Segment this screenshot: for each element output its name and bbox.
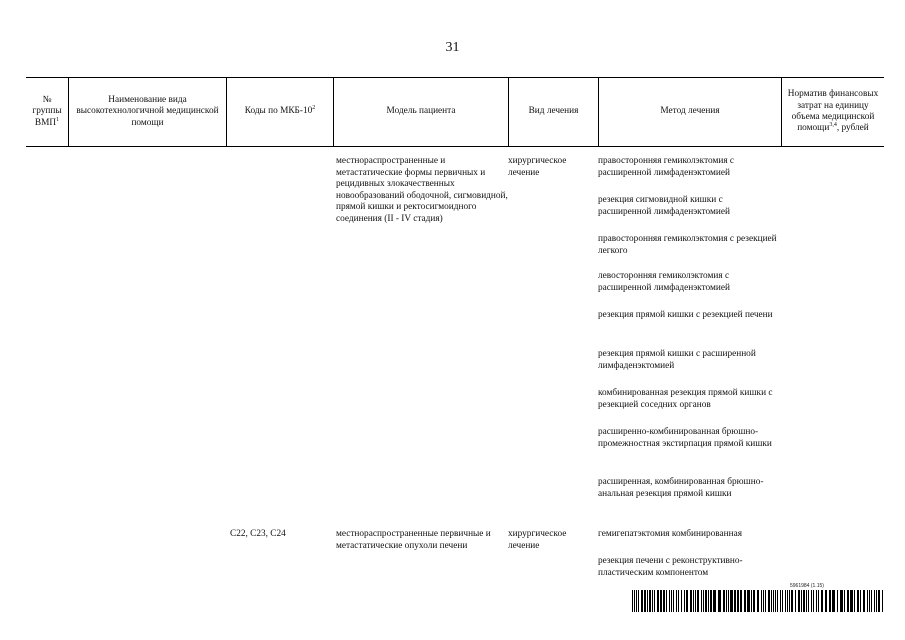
barcode-caption: 5961984 (1.15) <box>790 583 824 589</box>
header-group-number: № группы ВМП$^1$ <box>32 94 62 128</box>
treatment-method-item: резекция прямой кишки с резекцией печени <box>598 310 773 320</box>
table-header <box>26 77 884 147</box>
patient-model-text: местнораспространенные первичные и метастатические опухоли печени <box>336 529 491 551</box>
treatment-method-item: гемигепатэктомия комбинированная <box>598 529 743 539</box>
treatment-type-text: хирургическое лечение <box>508 156 567 178</box>
treatment-method-item: резекция прямой кишки с расширенной лимфаденэктомией <box>598 349 756 371</box>
treatment-method-item: резекция печени с реконструктивно-пластическим компонентом <box>598 556 743 578</box>
patient-model-text: местнораспространенные и метастатические формы первичных и рецидивных злокачественных новообразований ободочной, сигмовидной, прямой кишки и ректосигмоидного соединения (II - IV стадия) <box>336 156 508 224</box>
header-patient-model: Модель пациента <box>333 78 508 146</box>
header-icd-codes: Коды по МКБ-$10^2$ <box>226 78 333 146</box>
treatment-type-text: хирургическое лечение <box>508 529 567 551</box>
treatment-method-item: расширенно-комбинированная брюшно-промежностная экстирпация прямой кишки <box>598 427 772 449</box>
treatment-method-item: расширенная, комбинированная брюшно-анальная резекция прямой кишки <box>598 477 764 499</box>
treatment-method-item: левосторонняя гемиколэктомия с расширенной лимфаденэктомией <box>598 271 730 293</box>
treatment-method-item: правосторонняя гемиколэктомия с расширенной лимфаденэктомией <box>598 156 735 178</box>
treatment-method-item: комбинированная резекция прямой кишки с резекцией соседних органов <box>598 388 773 410</box>
icd-codes-text: C22, C23, C24 <box>230 529 286 539</box>
treatment-method-item: резекция сигмовидной кишки с расширенной лимфаденэктомией <box>598 195 730 217</box>
header-cost-standard: Норматив финансовых затрат на единицу объема медицинской помощи$^{3,4}$, рублей <box>781 78 884 146</box>
treatment-method-item: правосторонняя гемиколэктомия с резекцией легкого <box>598 234 777 256</box>
header-treatment-type: Вид лечения <box>508 78 598 146</box>
barcode-icon <box>632 590 884 612</box>
page-number: 31 <box>445 40 460 55</box>
header-care-type: Наименование вида высокотехнологичной медицинской помощи <box>68 78 226 146</box>
header-treatment-method: Метод лечения <box>598 78 781 146</box>
